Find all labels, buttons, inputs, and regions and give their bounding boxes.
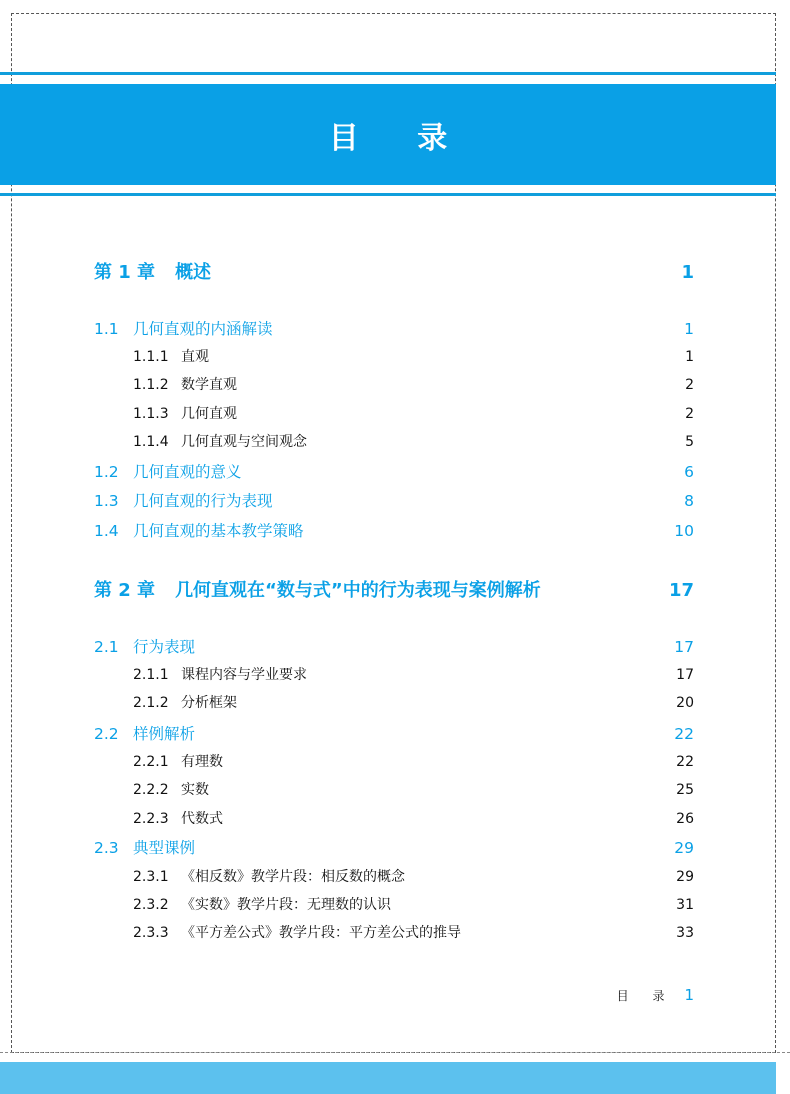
toc-entry-title: 几何直观的意义 — [133, 463, 242, 481]
toc-sub-entry[interactable] — [133, 403, 694, 423]
toc-entry-label — [94, 722, 195, 744]
toc-entry-number: 2.3.1 — [133, 869, 169, 885]
toc-section-entry[interactable] — [94, 317, 694, 339]
toc-sub-entry[interactable] — [133, 866, 694, 886]
toc-entry-label — [94, 489, 273, 511]
toc-entry-label — [94, 460, 242, 482]
toc-entry-number: 1.1 — [94, 320, 119, 338]
toc-entry-page: 29 — [676, 869, 694, 885]
toc-entry-title: 几何直观的基本教学策略 — [133, 522, 304, 540]
toc-entry-label — [94, 519, 304, 541]
toc-sub-entry[interactable] — [133, 894, 694, 914]
toc-entry-number: 1.1.3 — [133, 406, 169, 422]
toc-entry-title: 有理数 — [181, 754, 223, 770]
toc-section-entry[interactable] — [94, 836, 694, 858]
toc-entry-number: 第 1 章 — [94, 262, 156, 283]
toc-section-entry[interactable] — [94, 519, 694, 541]
toc-sub-entry[interactable] — [133, 808, 694, 828]
toc-entry-page: 26 — [676, 811, 694, 827]
header-banner — [0, 84, 776, 185]
toc-entry-title: 实数 — [181, 782, 209, 798]
toc-entry-page: 17 — [668, 580, 694, 601]
toc-entry-number: 1.1.4 — [133, 434, 169, 450]
toc-entry-title: 几何直观的内涵解读 — [133, 320, 273, 338]
toc-entry-page: 10 — [674, 522, 694, 540]
toc-entry-label — [94, 576, 541, 602]
toc-entry-number: 2.1 — [94, 638, 119, 656]
toc-entry-page: 1 — [685, 349, 694, 365]
toc-entry-number: 1.1.2 — [133, 377, 169, 393]
toc-entry-page: 17 — [674, 638, 694, 656]
page-title: 目 录 — [328, 120, 472, 156]
toc-sub-entry[interactable] — [133, 751, 694, 771]
toc-section-entry[interactable] — [94, 489, 694, 511]
toc-entry-page: 33 — [676, 925, 694, 941]
toc-entry-label — [133, 922, 461, 942]
toc-sub-entry[interactable] — [133, 431, 694, 451]
toc-entry-title: 典型课例 — [133, 839, 196, 857]
toc-section-entry[interactable] — [94, 722, 694, 744]
toc-entry-title: 行为表现 — [133, 638, 196, 656]
toc-chapter-entry[interactable] — [94, 576, 694, 602]
toc-entry-number: 2.2.3 — [133, 811, 169, 827]
toc-entry-number: 1.4 — [94, 522, 119, 540]
toc-entry-label — [94, 836, 195, 858]
toc-entry-number: 1.3 — [94, 492, 119, 510]
toc-entry-number: 2.3 — [94, 839, 119, 857]
toc-entry-title: 《相反数》教学片段：相反数的概念 — [181, 869, 405, 885]
toc-entry-page: 1 — [681, 262, 694, 283]
toc-entry-title: 《实数》教学片段：无理数的认识 — [181, 897, 391, 913]
toc-entry-page: 1 — [684, 320, 694, 338]
page-footer — [617, 986, 694, 1004]
toc-entry-title: 几何直观在“数与式”中的行为表现与案例解析 — [175, 580, 541, 601]
toc-entry-page: 25 — [676, 782, 694, 798]
toc-entry-number: 2.2.2 — [133, 782, 169, 798]
toc-sub-entry[interactable] — [133, 374, 694, 394]
toc-entry-title: 样例解析 — [133, 725, 196, 743]
toc-entry-page: 2 — [685, 406, 694, 422]
toc-chapter-entry[interactable] — [94, 258, 694, 284]
toc-entry-label — [94, 258, 211, 284]
toc-entry-label — [133, 808, 223, 828]
toc-entry-page: 29 — [674, 839, 694, 857]
toc-entry-label — [133, 779, 209, 799]
toc-entry-label — [94, 635, 195, 657]
toc-entry-number: 2.3.3 — [133, 925, 169, 941]
toc-entry-title: 分析框架 — [181, 695, 237, 711]
toc-sub-entry[interactable] — [133, 346, 694, 366]
toc-entry-number: 2.2 — [94, 725, 119, 743]
toc-entry-title: 几何直观 — [181, 406, 237, 422]
toc-entry-label — [133, 403, 237, 423]
toc-entry-title: 代数式 — [181, 811, 223, 827]
toc-entry-label — [133, 866, 405, 886]
toc-entry-label — [133, 431, 307, 451]
toc-entry-page: 8 — [684, 492, 694, 510]
toc-entry-title: 几何直观的行为表现 — [133, 492, 273, 510]
toc-entry-number: 2.1.1 — [133, 667, 169, 683]
toc-sub-entry[interactable] — [133, 664, 694, 684]
toc-entry-number: 2.1.2 — [133, 695, 169, 711]
toc-entry-page: 5 — [685, 434, 694, 450]
toc-entry-label — [133, 346, 209, 366]
toc-entry-label — [133, 692, 237, 712]
toc-entry-title: 数学直观 — [181, 377, 237, 393]
toc-entry-page: 17 — [676, 667, 694, 683]
toc-sub-entry[interactable] — [133, 692, 694, 712]
toc-entry-number: 1.1.1 — [133, 349, 169, 365]
footer-page-number: 1 — [684, 986, 694, 1004]
toc-entry-label — [133, 664, 307, 684]
footer-label: 目 录 — [616, 989, 675, 1003]
toc-entry-page: 22 — [674, 725, 694, 743]
toc-entry-page: 20 — [676, 695, 694, 711]
toc-entry-label — [133, 894, 391, 914]
header-bottom-rule — [0, 193, 776, 196]
toc-entry-number: 第 2 章 — [94, 580, 156, 601]
toc-entry-page: 22 — [676, 754, 694, 770]
toc-entry-label — [94, 317, 273, 339]
toc-section-entry[interactable] — [94, 460, 694, 482]
toc-entry-label — [133, 751, 223, 771]
toc-entry-page: 6 — [684, 463, 694, 481]
toc-entry-page: 31 — [676, 897, 694, 913]
header-top-rule — [0, 72, 776, 75]
toc-entry-title: 几何直观与空间观念 — [181, 434, 307, 450]
toc-entry-title: 概述 — [175, 262, 212, 283]
toc-sub-entry[interactable] — [133, 779, 694, 799]
toc-entry-number: 2.2.1 — [133, 754, 169, 770]
toc-entry-page: 2 — [685, 377, 694, 393]
toc-sub-entry[interactable] — [133, 922, 694, 942]
toc-entry-title: 直观 — [181, 349, 209, 365]
toc-entry-number: 1.2 — [94, 463, 119, 481]
toc-entry-title: 《平方差公式》教学片段：平方差公式的推导 — [181, 925, 461, 941]
toc-section-entry[interactable] — [94, 635, 694, 657]
toc-entry-label — [133, 374, 237, 394]
bottom-trim-line — [0, 1052, 790, 1053]
toc-entry-number: 2.3.2 — [133, 897, 169, 913]
bottom-color-band — [0, 1062, 776, 1094]
toc-entry-title: 课程内容与学业要求 — [181, 667, 307, 683]
